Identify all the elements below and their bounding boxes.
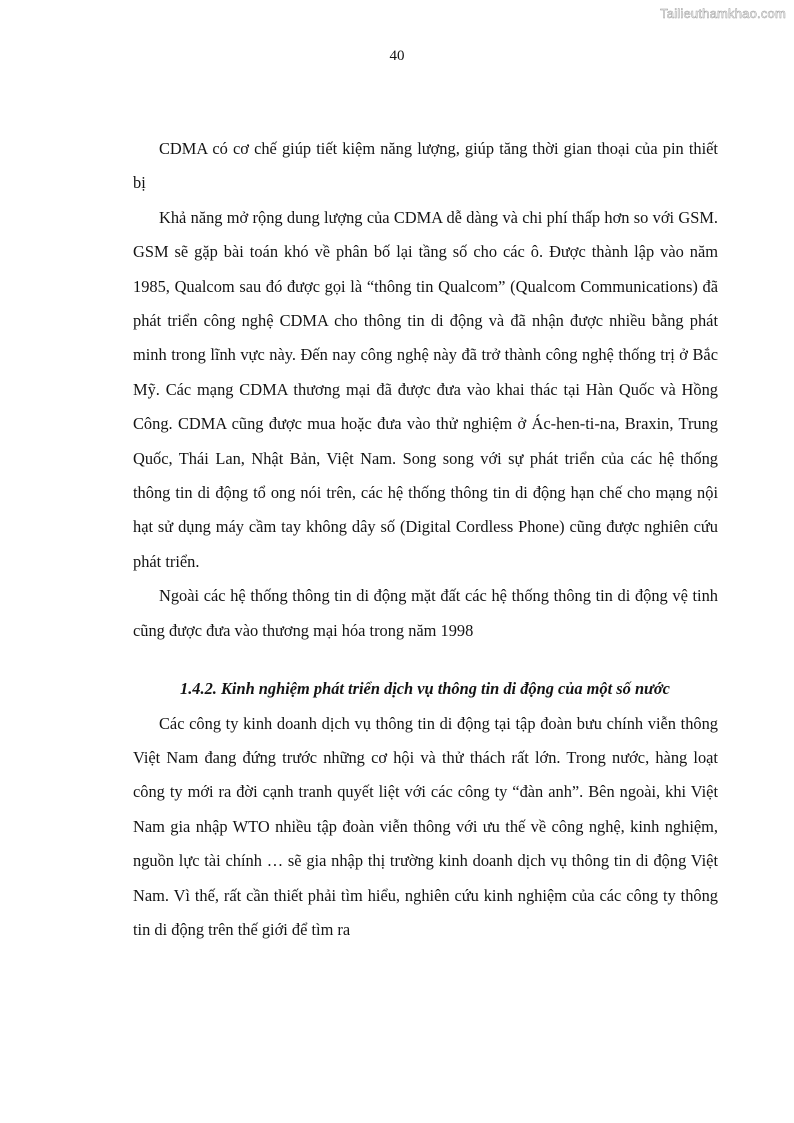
document-body [133,132,718,947]
page-number: 40 [389,48,405,64]
section-heading: 1.4.2. Kinh nghiệm phát triển dịch vụ thông tin di động của một số nước [180,679,670,699]
paragraph-satellite: Ngoài các hệ thống thông tin di động mặt đất các hệ thống thông tin di động vệ tinh cũng được đưa vào thương mại hóa trong năm 1998 [133,586,718,640]
watermark-text: Tailieuthamkhao.com [660,6,786,21]
paragraph-experience: Các công ty kinh doanh dịch vụ thông tin di động tại tập đoàn bưu chính viễn thông Việt Nam đang đứng trước những cơ hội và thử thách rất lớn. Trong nước, hàng loạt công ty mới ra đời cạnh tranh quyết liệt với các công ty “đàn anh”. Bên ngoài, khi Việt Nam gia nhập WTO nhiều tập đoàn viễn thông với ưu thế về công nghệ, kinh nghiệm, nguồn lực tài chính … sẽ gia nhập thị trường kinh doanh dịch vụ thông tin di động Việt Nam. Vì thế, rất cần thiết phải tìm hiểu, nghiên cứu kinh nghiệm của các công ty thông tin di động trên thế giới để tìm ra [133,713,718,939]
paragraph-cdma-capacity: Khả năng mở rộng dung lượng của CDMA dễ dàng và chi phí thấp hơn so với GSM. GSM sẽ gặp bài toán khó về phân bố lại tầng số cho các ô. Được thành lập vào năm 1985, Qualcom sau đó được gọi là “thông tin Qualcom” (Qualcom Communications) đã phát triển công nghệ CDMA cho thông tin di động và đã nhận được nhiều bằng phát minh trong lĩnh vực này. Đến nay công nghệ này đã trở thành công nghệ thống trị ở Bắc Mỹ. Các mạng CDMA thương mại đã được đưa vào khai thác tại Hàn Quốc và Hồng Công. CDMA cũng được mua hoặc đưa vào thử nghiệm ở Ác-hen-ti-na, Braxin, Trung Quốc, Thái Lan, Nhật Bản, Việt Nam. Song song với sự phát triển của các hệ thống thông tin di động tổ ong nói trên, các hệ thống thông tin di động hạn chế cho mạng nội hạt sử dụng máy cầm tay không dây số (Digital Cordless Phone) cũng được nghiên cứu phát triển. [133,207,718,571]
paragraph-cdma-energy: CDMA có cơ chế giúp tiết kiệm năng lượng, giúp tăng thời gian thoại của pin thiết bị [133,139,718,193]
